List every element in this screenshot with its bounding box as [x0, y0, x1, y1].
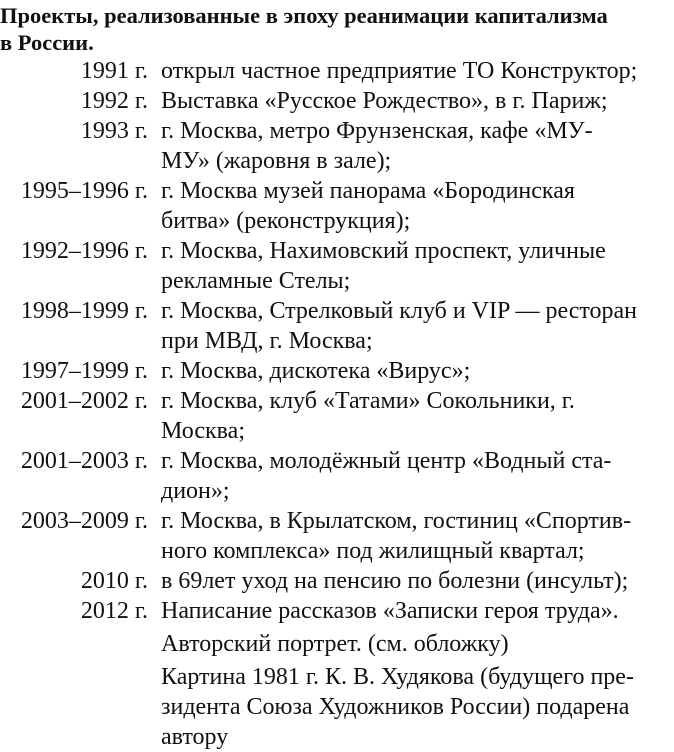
entry-year: 1992–1996 г. [20, 238, 148, 264]
entry-text [161, 386, 671, 446]
list-item [0, 596, 674, 626]
entry-year: 1991 г. [80, 58, 148, 84]
entry-year: 1998–1999 г. [20, 298, 148, 324]
list-item [0, 296, 674, 356]
entry-line: дион»; [161, 478, 230, 504]
entry-line: Написание рассказов «Записки героя труда». [161, 598, 619, 624]
entry-text [161, 296, 671, 356]
entry-line: г. Москва, в Крылатском, гостиниц «Спортив- [161, 508, 632, 534]
entry-text [161, 596, 671, 626]
entry-line: г. Москва, клуб «Татами» Сокольники, г. [161, 388, 575, 414]
entry-text [161, 446, 671, 506]
entry-line: автору [161, 724, 229, 750]
entry-year: 1992 г. [80, 88, 148, 114]
entry-year: 2001–2003 г. [20, 448, 148, 474]
list-item [0, 446, 674, 506]
entry-text [161, 566, 671, 596]
entry-line: г. Москва, молодёжный центр «Водный ста- [161, 448, 612, 474]
entry-line: зидента Союза Художников России) подарена [161, 694, 630, 720]
list-item [0, 116, 674, 176]
entry-line: при МВД, г. Москва; [161, 328, 373, 354]
list-item [0, 236, 674, 296]
entry-year: 1997–1999 г. [20, 358, 148, 384]
entry-text [161, 662, 671, 752]
entry-text [161, 356, 671, 386]
entry-line: ного комплекса» под жилищный квартал; [161, 538, 585, 564]
list-item [0, 506, 674, 566]
entry-line: г. Москва, дискотека «Вирус»; [161, 358, 471, 384]
entry-line: Выставка «Русское Рождество», в г. Париж; [161, 88, 608, 114]
entry-text [161, 86, 671, 116]
entry-line: рекламные Стелы; [161, 268, 351, 294]
list-item [0, 566, 674, 596]
entry-line: битва» (реконструкция); [161, 208, 411, 234]
entry-year: 2001–2002 г. [20, 388, 148, 414]
entry-year: 1993 г. [80, 118, 148, 144]
entry-year: 2010 г. [80, 568, 148, 594]
list-item [0, 386, 674, 446]
entry-line: г. Москва музей панорама «Бородинская [161, 178, 575, 204]
list-item [0, 86, 674, 116]
entry-year: 1995–1996 г. [20, 178, 148, 204]
entry-text [161, 236, 671, 296]
list-item [0, 629, 674, 659]
entry-text [161, 506, 671, 566]
entry-line: в 69лет уход на пенсию по болезни (инсульт); [161, 568, 629, 594]
entry-line: Картина 1981 г. К. В. Худякова (будущего пре- [161, 664, 634, 690]
entry-line: открыл частное предприятие ТО Конструктор; [161, 58, 638, 84]
entry-line: МУ» (жаровня в зале); [161, 148, 392, 174]
entry-text [161, 116, 671, 176]
entry-year: 2003–2009 г. [20, 508, 148, 534]
entry-text [161, 629, 671, 659]
entry-text [161, 176, 671, 236]
entry-text [161, 56, 671, 86]
entry-line: г. Москва, Стрелковый клуб и VIP — ресторан [161, 298, 638, 324]
entry-year: 2012 г. [80, 598, 148, 624]
list-item [0, 56, 674, 86]
heading-line: Проекты, реализованные в эпоху реанимации капитализма [0, 3, 608, 28]
entry-line: Москва; [161, 418, 245, 444]
list-item [0, 176, 674, 236]
document-heading [0, 2, 674, 56]
entry-line: г. Москва, Нахимовский проспект, уличные [161, 238, 606, 264]
project-list [0, 56, 674, 752]
entry-line: г. Москва, метро Фрунзенская, кафе «МУ- [161, 118, 593, 144]
entry-line: Авторский портрет. (см. обложку) [161, 631, 509, 657]
list-item [0, 356, 674, 386]
list-item [0, 662, 674, 752]
heading-line: в России. [0, 30, 94, 55]
